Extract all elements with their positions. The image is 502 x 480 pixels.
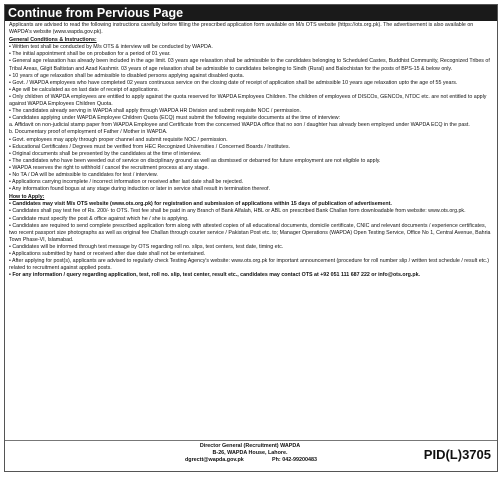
intro-text: Applicants are advised to read the following instructions carefully before filling the prescribed application form available on M/s OTS website (https://ots.org.pk). The advertisement is also available on WAPDA's website (www.wapda.gov.pk).	[9, 22, 474, 36]
apply-item: • Applications submitted by hand or received after due date shall not be entertained.	[9, 251, 206, 257]
apply-item: • Candidates may visit M/s OTS website (www.ots.org.pk) for registration and submission of applications within 15 days of publication of advertisement.	[9, 201, 392, 208]
apply-item: • Candidate must specify the post & office against which he / she is applying.	[9, 215, 189, 222]
condition-item: • Age will be calculated as on last date of receipt of applications.	[9, 86, 159, 93]
condition-item: a. Affidavit on non-judicial stamp paper from WAPDA Employee and Certificate from the concerned WAPDA office that no son / daughter has already been employed under WAPDA ECQ in the past.	[9, 122, 470, 129]
advertisement-page	[4, 4, 498, 472]
footer	[5, 440, 497, 471]
condition-item: b. Documentary proof of employment of Father / Mother in WAPDA.	[9, 129, 168, 136]
apply-item: • Candidates will be informed through text message by OTS regarding roll no. slips, test centers, test date, timing etc.	[9, 243, 284, 250]
condition-item: • Written test shall be conducted by M/s OTS & interview will be conducted by WAPDA.	[9, 44, 213, 51]
contact-phone: 042-99200483	[282, 457, 317, 464]
condition-item: • Original documents shall be presented by the candidates at the time of interview.	[9, 150, 202, 157]
apply-item: • Candidates are required to send complete prescribed application form along with attested copies of all educational documents, domicile certificate, CNIC and relevant documents / experience certificates, two recent passport size photographs as well as original fee Challan through courier service / Pakistan Post etc. to; Manager Operations (WAPDA) Open Testing Service, Office No 1, Central Avenue, Bahria Town Phase-VI, Islamabad.	[9, 222, 491, 243]
condition-item: • Only children of WAPDA employees are entitled to apply against the quota reserved for WAPDA Employees Children. The children of employees of DISCOs, GENCOs, NTDC etc. are not entitled to apply against WAPDA Employees Children Quota.	[9, 93, 487, 108]
condition-item: • Applications carrying incomplete / incorrect information or received after last date shall be rejected.	[9, 179, 244, 186]
condition-item: • Educational Certificates / Degrees must be verified from HEC Recognized Universities / Concerned Boards / Institutes.	[9, 143, 290, 150]
general-conditions-heading: General Conditions & Instructions:	[9, 37, 97, 44]
contact-phone-group	[272, 457, 317, 464]
condition-item: • Govt. employees may apply through proper channel and submit requisite NOC / permission.	[9, 136, 228, 143]
phone-label: Ph:	[272, 457, 281, 464]
contact-email: dgrectt@wapda.gov.pk	[185, 457, 244, 464]
condition-item: • 10 years of age relaxation shall be admissible to disabled persons applying against disabled quota.	[9, 72, 245, 79]
pid-number: PID(L)3705	[423, 447, 491, 462]
condition-item: • The candidates already serving in WAPDA shall apply through WAPDA HR Division and submit requisite NOC / permission.	[9, 108, 301, 115]
condition-item: • WAPDA reserves the right to withhold / cancel the recruitment process at any stage.	[9, 164, 209, 171]
page-title: Continue from Pervious Page	[5, 5, 497, 21]
contact-address: B-26, WAPDA House, Lahore.	[212, 450, 288, 457]
condition-item: • No TA / DA will be admissible to candidates for test / interview.	[9, 171, 158, 178]
contact-title: Director General (Recruitment) WAPDA	[199, 443, 301, 449]
apply-item: • After applying for post(s), applicants are advised to regularly check Testing Agency's website: www.ots.org.pk for important announcement (procedure for roll number slip / written test schedule / result etc.) related to recruitment against applied posts.	[9, 258, 490, 272]
condition-item: • Candidates applying under WAPDA Employee Children Quota (ECQ) must submit the following requisite documents at the time of interview:	[9, 115, 341, 122]
apply-item: • For any information / query regarding application, test, roll no. slip, test center, result etc., candidates may contact OTS at +92 051 111 687 222 or info@ots.org.pk.	[9, 272, 421, 279]
how-to-apply-list	[9, 201, 493, 279]
contact-row	[175, 457, 325, 464]
condition-item: • Any information found bogus at any stage during induction or later in service shall result in termination thereof.	[9, 186, 270, 193]
contact-block	[175, 443, 325, 465]
general-conditions-list	[9, 44, 493, 193]
how-to-apply-heading: How to Apply:	[9, 194, 45, 201]
apply-item: • Candidates shall pay test fee of Rs. 200/- to OTS. Test fee shall be paid in any Branch of Bank Alfalah, HBL or ABL on prescribed Bank Challan form downloadable from website: www.ots.org.pk.	[9, 208, 466, 215]
condition-item: • The candidates who have been weeded out of service on disciplinary ground as well as dismissed or debarred for future employment are not eligible to apply.	[9, 157, 381, 164]
condition-item: • Govt. / WAPDA employees who have completed 02 years continuous service on the closing date of receipt of application shall be admissible 10 years age relaxation upto the age of 55 years.	[9, 79, 458, 86]
condition-item: • The initial appointment shall be on probation for a period of 01 year.	[9, 51, 171, 58]
condition-item: • General age relaxation has already been included in the age limit. 03 years age relaxation shall be admissible to the candidates belonging to Scheduled Castes, Buddhist Community, Recognized Tribes of Tribal Areas, Gilgit Baltistan and Azad Kashmir. 03 years of age relaxation shall be admissible to candidates belonging to Sindh (Rural) and Balochistan for the posts of BPS-15 & below only.	[9, 58, 490, 72]
